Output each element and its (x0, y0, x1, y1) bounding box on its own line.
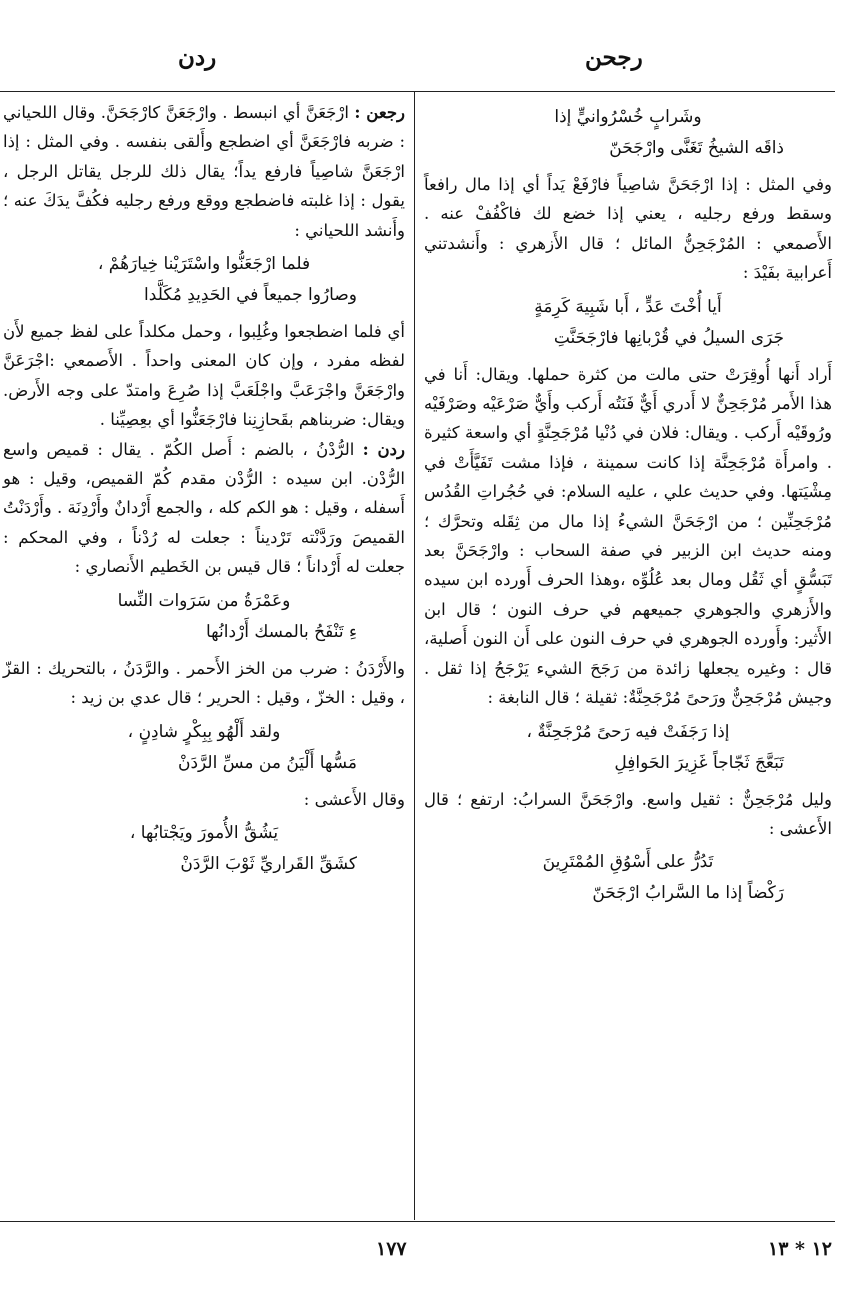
verse-block (424, 288, 832, 360)
verse-block (424, 98, 832, 170)
entry-headword: ردن : (362, 439, 405, 459)
verse-block (424, 843, 832, 915)
dictionary-entry (3, 98, 405, 245)
verse-line: ءِ تَنْفَحُ بالمسك أَرْدانُها (205, 621, 357, 642)
verse-line: ولقد أَلْهُو بِبِكْرٍ شادِنٍ ، (127, 721, 281, 742)
header-keyword-right: رجحن (585, 44, 643, 71)
dictionary-entry (3, 435, 405, 582)
verse-line: فلما ارْجَعَنُّوا واسْتَرَيْنا خِيارَهُمْ ، (97, 254, 311, 275)
verse-line: تَبَعَّجَ ثَجّاجاً غَزِيرَ الحَوافِلِ (614, 752, 784, 773)
header-rule (0, 91, 835, 92)
header-keyword-left: ردن (178, 44, 217, 71)
verse-block (3, 814, 405, 886)
paragraph: والأَرْدَنُ : ضرب من الخز الأَحمر . والرَّدَنُ ، بالتحريك : القزّ ، وقيل : الخزّ ، وقيل : الحرير ؛ قال عدي بن زيد : (3, 658, 405, 708)
left-column (3, 98, 405, 886)
verse-block (3, 245, 405, 317)
volume-reference: ١٢ * ١٣ (768, 1238, 833, 1260)
column-divider (414, 92, 415, 1220)
verse-line: وعَمْرَةُ من سَرَوات النِّسا (117, 590, 291, 611)
verse-line: كشَقِّ القَراريِّ ثَوْبَ الرَّدَنْ (180, 853, 357, 874)
verse-line: وصارُوا جميعاً في الحَدِيدِ مُكَلَّدا (144, 285, 357, 306)
verse-block (3, 582, 405, 654)
verse-line: وشَرابٍ خُسْرُوانيٍّ إذا (554, 107, 702, 127)
verse-line: إذا رَجَفَتْ فيه رَحىً مُرْجَحِنَّةٌ ، (526, 721, 730, 742)
page-number: ١٧٧ (376, 1238, 407, 1260)
entry-text: ارْجَعَنَّ أي انبسط . وارْجَعَنَّ كارْجَحَنَّ. وقال اللحياني : ضربه فارْجَعَنَّ أي اضطجع وأَلقى بنفسه . وفي المثل : إذا ارْجَعَنَّ شاصِياً فارفع يداً؛ يقال ذلك للرجل يقاتل الرجل ، يقول : إذا غلبته فاضطجع ووقع ورفع رجليه فكُفَّ يدَكَ عنه ؛ وأَنشد اللحياني : (3, 103, 405, 240)
verse-block (424, 713, 832, 785)
verse-line: يَشُقُّ الأُمورَ ويَجْتابُها ، (129, 822, 279, 843)
right-column (424, 98, 832, 915)
paragraph: وليل مُرْجَحِنٌّ : ثقيل واسع. وارْجَحَنَّ السرابُ: ارتفع ؛ قال الأَعشى : (424, 789, 832, 838)
paragraph: وقال الأَعشى : (303, 789, 405, 809)
verse-block (3, 713, 405, 785)
entry-text: الرُّدْنُ ، بالضم : أَصل الكُمّ . يقال : قميص واسع الرُّدْن. ابن سيده : الرُّدْن مقدم كُمّ القميص، وقيل : هو أَسفله ، وقيل : هو الكم كله ، والجمع أَرْدانٌ وأَرْدِنَة . وأَرْدَنْتُ القميصَ ورَدَّنْته تَرْديناً : جعلت له رُدْناً ، وفي المحكم : جعلت له أَرْداناً ؛ قال قيس بن الخَطيم الأَنصاري : (3, 439, 405, 577)
verse-line: رَكْضاً إذا ما السَّرابُ ارْجَحَنّ (592, 883, 784, 904)
verse-line: مَسُّها أَلْيَنُ من مسِّ الرَّدَنْ (177, 752, 357, 773)
verse-line: ذاقَه الشيخُ تَغَنَّى وارْجَحَنّ (609, 138, 784, 158)
paragraph: أي فلما اضطجعوا وغُلِبوا ، وحمل مكلداً على لفظ جميع لأَن لفظه مفرد ، وإن كان المعنى واحداً . الأَصمعي :اجْرَعَنَّ وارْجَعَنَّ واجْرَعَبَّ واجْلَعَبَّ إذا صُرِعَ وامتدّ على وجه الأَرض. ويقال: ضربناهم بقَحازِنِنا فارْجَعَنُّوا أي بعِصِيِّنا . (3, 322, 405, 430)
verse-line: جَرَى السيلُ في قُرْبانِها فارْجَحَنَّتِ (553, 327, 784, 348)
verse-line: تَدُرُّ على أَسْوُقِ المُمْتَرِينَ (542, 852, 714, 873)
paragraph: أَراد أَنها أُوقِرَتْ حتى مالت من كثرة حملها. ويقال: أَنا في هذا الأَمر مُرْجَحِنٌّ لا أَدري أَيٌّ فَنَتُه أَركب وأَيٌّ صَرْعَيْه وصَرْفَيْه ورُوقَيْه أَركب . ويقال: فلان في دُنْيا مُرْجَحِنَّةٍ أي واسعة كثيرة . وامرأَة مُرْجَحِنَّة إذا كانت سمينة ، فإذا مشت تَفَيَّأَتْ في مِشْيَتها. وفي حديث علي ، عليه السلام: في حُجُراتِ القُدُس مُرْجَحِنِّين ؛ من ارْجَحَنَّ الشيءُ إذا مال من ثِقَله وتحرَّك ؛ ومنه حديث ابن الزبير في صفة السحاب : وارْجَحَنَّ بعد تَبَسُّقٍ أي ثَقُل ومال بعد عُلُوِّه ،وهذا الحرف أَورده ابن سيده والأَزهري والجوهري جميعهم في حرف النون ؛ قال ابن الأَثير: وأَورده الجوهري في حرف النون على أَن النون أَصلية، قال : وغيره يجعلها زائدة من رَجَحَ الشيء يَرْجَحُ إذا ثقل . وجيش مُرْجَحِنٌّ ورَحىً مُرْجَحِنَّةٌ: ثقيلة ؛ قال النابغة : (424, 364, 832, 708)
paragraph: وفي المثل : إذا ارْجَحَنَّ شاصِياً فارْفَعْ يَداً أي إذا مال رافعاً وسقط ورفع رجليه ، يعني إذا خضع لك فاكْفُفْ عنه . الأَصمعي : المُرْجَحِنُّ المائل ؛ قال الأَزهري : وأَنشدتني أَعرابية بفَيْدَ : (424, 175, 832, 283)
footer-rule (0, 1221, 835, 1222)
entry-headword: رجعن : (354, 103, 405, 122)
verse-line: أَيا أُخْتَ عَدٍّ ، أَبا شَبِيهَ كَرِمَةٍ (534, 296, 722, 317)
